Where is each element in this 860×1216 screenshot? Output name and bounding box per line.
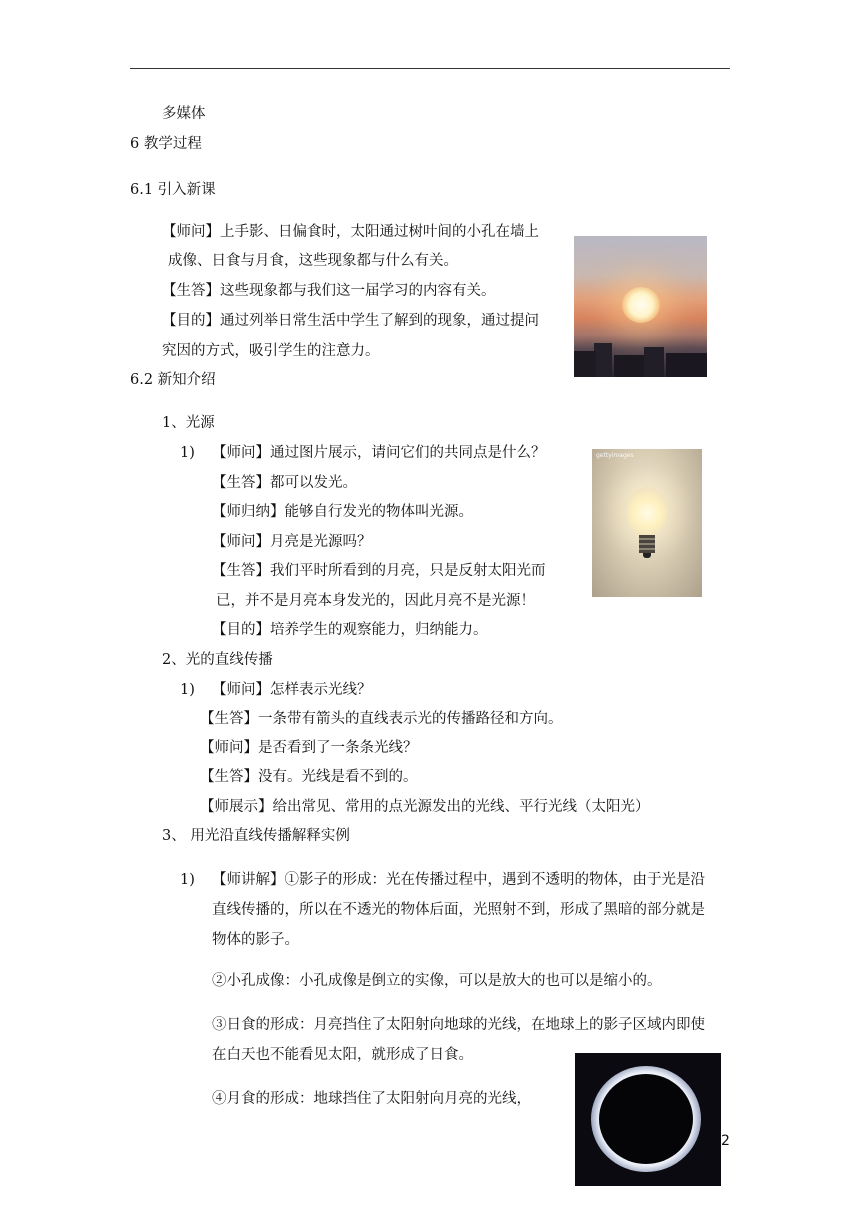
list-heading: 2、光的直线传播 [162,652,273,668]
text-line: 【师讲解】①影子的形成：光在传播过程中，遇到不透明的物体，由于光是沿 [212,872,705,888]
text-line: 【目的】通过列举日常生活中学生了解到的现象，通过提问 [162,313,539,329]
subsection-heading: 6.1 引入新课 [130,182,216,198]
text-line: 【师问】月亮是光源吗？ [212,534,372,550]
text-line: 【师归纳】能够自行发光的物体叫光源。 [212,504,473,520]
text-line: 【目的】培养学生的观察能力，归纳能力。 [212,622,488,638]
text-line: ③日食的形成：月亮挡住了太阳射向地球的光线，在地球上的影子区域内即使 [212,1017,705,1033]
bulb-glass [627,487,667,535]
page-number: 2 [721,1133,730,1149]
header-rule [130,68,730,69]
text-line: 【师问】通过图片展示，请问它们的共同点是什么？ [212,445,546,461]
text-line: 【生答】没有。光线是看不到的。 [200,769,418,785]
solar-eclipse-photo [575,1053,721,1186]
text-line: ②小孔成像：小孔成像是倒立的实像，可以是放大的也可以是缩小的。 [212,973,662,989]
text-line: 【师问】怎样表示光线？ [212,682,372,698]
list-number: 1) [180,445,195,461]
text-line: 究因的方式，吸引学生的注意力。 [162,343,380,359]
text-line: 【生答】这些现象都与我们这一届学习的内容有关。 [162,283,496,299]
text-line: 直线传播的，所以在不透光的物体后面，光照射不到，形成了黑暗的部分就是 [212,902,705,918]
text-line: 成像、日食与月食，这些现象都与什么有关。 [168,253,458,269]
list-number: 1) [180,682,195,698]
photo-watermark: gettyimages [596,452,634,459]
sunset-photo [574,236,707,377]
sun-glow [622,287,660,323]
list-heading: 3、 用光沿直线传播解释实例 [162,828,350,844]
text-line: 已，并不是月亮本身发光的，因此月亮不是光源！ [216,593,535,609]
subsection-heading: 6.2 新知介绍 [130,372,216,388]
text-line: 物体的影子。 [212,932,299,948]
bulb-base [639,535,655,553]
text-line: 【生答】都可以发光。 [212,475,357,491]
text-line: 多媒体 [162,106,206,122]
city-silhouette [574,339,707,377]
text-line: ④月食的形成：地球挡住了太阳射向月亮的光线， [212,1091,531,1107]
text-line: 【师展示】给出常见、常用的点光源发出的光线、平行光线（太阳光） [200,799,650,815]
text-line: 在白天也不能看见太阳，就形成了日食。 [212,1047,473,1063]
list-heading: 1、光源 [162,415,215,431]
eclipse-moon-disk [599,1074,693,1164]
section-heading: 6 教学过程 [130,136,202,152]
text-line: 【师问】上手影、日偏食时，太阳通过树叶间的小孔在墙上 [162,224,539,240]
light-bulb-photo [592,449,702,597]
bulb-tip [643,553,651,558]
list-number: 1) [180,872,195,888]
text-line: 【师问】是否看到了一条条光线？ [200,740,418,756]
text-line: 【生答】一条带有箭头的直线表示光的传播路径和方向。 [200,711,563,727]
text-line: 【生答】我们平时所看到的月亮，只是反射太阳光而 [212,563,546,579]
